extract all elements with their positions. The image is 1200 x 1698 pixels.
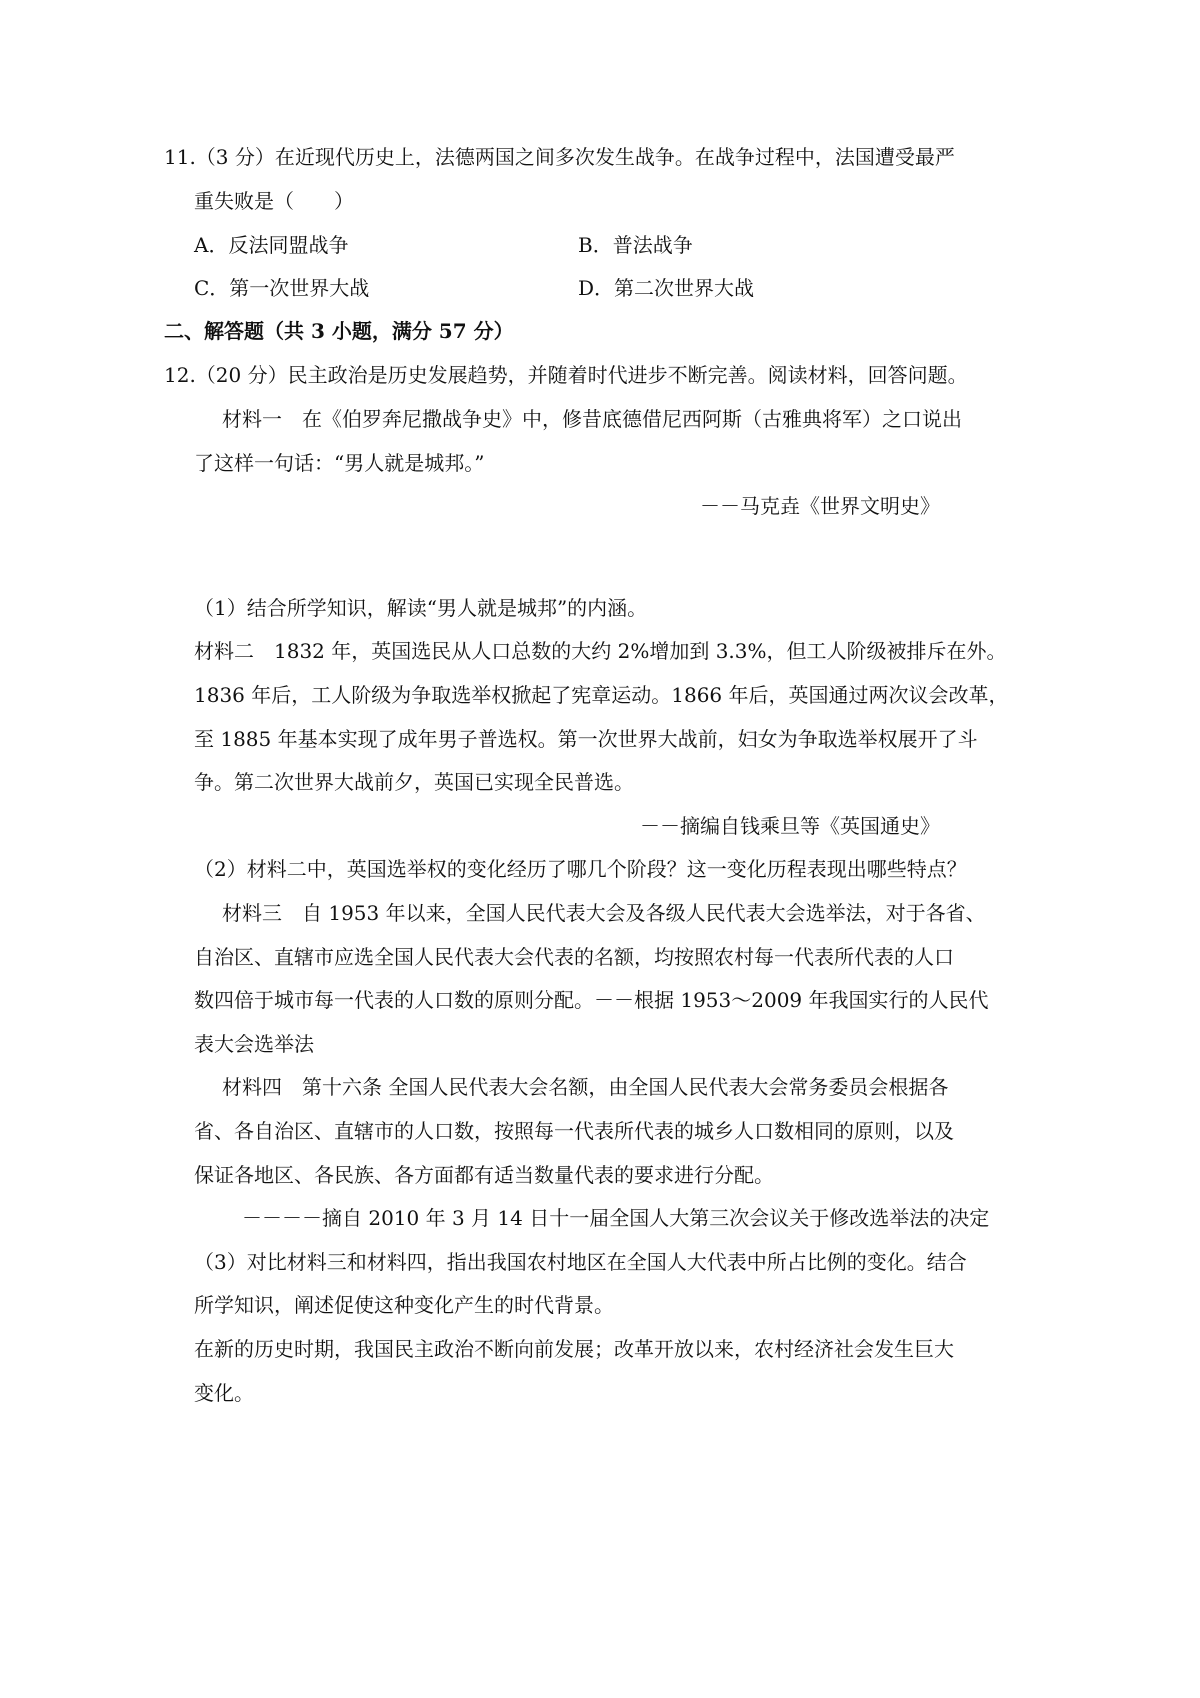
q12-sub3-line2: 所学知识，阐述促使这种变化产生的时代背景。 — [194, 1293, 614, 1317]
q12-sub2: （2）材料二中，英国选举权的变化经历了哪几个阶段？这一变化历程表现出哪些特点？ — [194, 857, 967, 881]
q12-material2-line2: 1836 年后，工人阶级为争取选举权掀起了宪章运动。1866 年后，英国通过两次议会改革， — [194, 683, 1009, 707]
q12-material4-line1: 材料四 第十六条 全国人民代表大会名额，由全国人民代表大会常务委员会根据各 — [222, 1075, 949, 1099]
q12-material4-source: －－－－摘自 2010 年 3 月 14 日十一届全国人大第三次会议关于修改选举法的决定 — [242, 1206, 990, 1230]
q12-sub1: （1）结合所学知识，解读“男人就是城邦”的内涵。 — [194, 596, 648, 620]
q11-option-d: D．第二次世界大战 — [578, 276, 755, 300]
q11-option-a: A．反法同盟战争 — [194, 233, 349, 257]
q12-material3-line4: 表大会选举法 — [194, 1032, 314, 1056]
q12-material3-line1: 材料三 自 1953 年以来，全国人民代表大会及各级人民代表大会选举法，对于各省、 — [222, 901, 986, 925]
q11-option-b: B．普法战争 — [578, 233, 693, 257]
q12-answer-line2: 变化。 — [194, 1381, 254, 1405]
q12-material1-line1: 材料一 在《伯罗奔尼撒战争史》中，修昔底德借尼西阿斯（古雅典将军）之口说出 — [222, 407, 962, 431]
q12-stem: 12.（20 分）民主政治是历史发展趋势，并随着时代进步不断完善。阅读材料，回答问题。 — [164, 363, 968, 387]
q12-material3-line3: 数四倍于城市每一代表的人口数的原则分配。－－根据 1953～2009 年我国实行的人民代 — [194, 988, 989, 1012]
q12-answer-line1: 在新的历史时期，我国民主政治不断向前发展；改革开放以来，农村经济社会发生巨大 — [194, 1337, 954, 1361]
q12-material1-line2: 了这样一句话：“男人就是城邦。” — [194, 451, 485, 475]
q12-material2-line1: 材料二 1832 年，英国选民从人口总数的大约 2%增加到 3.3%，但工人阶级被排斥在外。 — [194, 639, 1007, 663]
q12-material4-line2: 省、各自治区、直辖市的人口数，按照每一代表所代表的城乡人口数相同的原则，以及 — [194, 1119, 954, 1143]
q11-stem-line2: 重失败是（ ） — [194, 189, 354, 213]
q11-option-c: C．第一次世界大战 — [194, 276, 370, 300]
q12-material3-line2: 自治区、直辖市应选全国人民代表大会代表的名额，均按照农村每一代表所代表的人口 — [194, 945, 954, 969]
q12-sub3-line1: （3）对比材料三和材料四，指出我国农村地区在全国人大代表中所占比例的变化。结合 — [194, 1250, 967, 1274]
q11-stem-line1: 11.（3 分）在近现代历史上，法德两国之间多次发生战争。在战争过程中，法国遭受最严 — [164, 145, 955, 169]
q12-material4-line3: 保证各地区、各民族、各方面都有适当数量代表的要求进行分配。 — [194, 1163, 774, 1187]
q12-material2-source: －－摘编自钱乘旦等《英国通史》 — [640, 814, 940, 838]
q12-material1-source: －－马克垚《世界文明史》 — [700, 494, 940, 518]
q12-material2-line3: 至 1885 年基本实现了成年男子普选权。第一次世界大战前，妇女为争取选举权展开了斗 — [194, 727, 978, 751]
section-heading: 二、解答题（共 3 小题，满分 57 分） — [164, 319, 514, 343]
q12-material2-line4: 争。第二次世界大战前夕，英国已实现全民普选。 — [194, 770, 634, 794]
